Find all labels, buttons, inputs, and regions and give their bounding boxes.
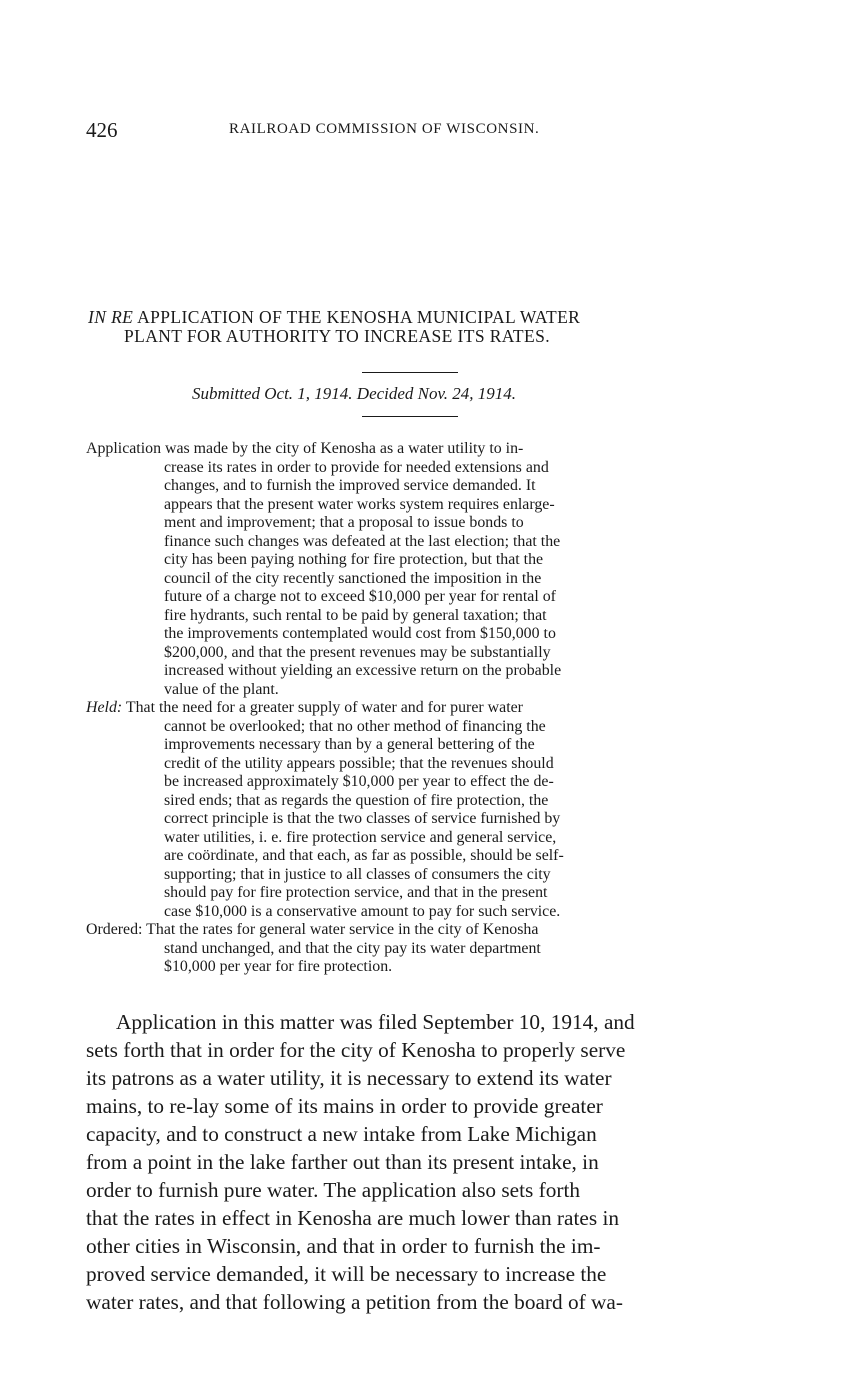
- headnote-application-line: value of the plant.: [164, 680, 279, 698]
- bottom-rule: [362, 416, 458, 417]
- headnote-application: [86, 440, 748, 699]
- page-number: 426: [86, 118, 118, 142]
- headnote-application-line: future of a charge not to exceed $10,000 per year for rental of: [164, 588, 556, 605]
- headnote-held-line: be increased approximately $10,000 per year to effect the de-: [164, 773, 554, 790]
- body-line: capacity, and to construct a new intake from Lake Michigan: [86, 1122, 597, 1146]
- headnote-ordered-line: [86, 921, 748, 940]
- body-line: its patrons as a water utility, it is necessary to extend its water: [86, 1066, 612, 1090]
- headnote-ordered-text: That the rates for general water service in the city of Kenosha: [142, 921, 539, 938]
- headnote-held-label: Held:: [86, 699, 123, 716]
- headnote-application-line: crease its rates in order to provide for needed extensions and: [164, 458, 549, 476]
- headnote-application-line: city has been paying nothing for fire protection, but that the: [164, 551, 544, 568]
- headnote-held-line: case $10,000 is a conservative amount to pay for such service.: [164, 902, 561, 920]
- case-title-line1: APPLICATION OF THE KENOSHA MUNICIPAL WATER: [133, 307, 581, 327]
- headnote-application-line: changes, and to furnish the improved service demanded. It: [164, 477, 536, 494]
- headnote-held-line: sired ends; that as regards the question of fire protection, the: [164, 791, 549, 809]
- running-head: RAILROAD COMMISSION OF WISCONSIN.: [229, 121, 540, 137]
- body-text: [86, 1008, 748, 1316]
- headnote-ordered-label: Ordered:: [86, 921, 143, 938]
- case-title-prefix: IN RE: [88, 307, 134, 327]
- body-line: mains, to re-lay some of its mains in order to provide greater: [86, 1094, 603, 1118]
- headnote-held-line: cannot be overlooked; that no other method of financing the: [164, 717, 546, 735]
- headnote-held-line: credit of the utility appears possible; that the revenues should: [164, 754, 554, 772]
- case-title-line2: PLANT FOR AUTHORITY TO INCREASE ITS RATES.: [124, 326, 550, 346]
- headnote-held: [86, 699, 748, 921]
- headnote-application-line: the improvements contemplated would cost from $150,000 to: [164, 625, 556, 642]
- headnote-application-line: finance such changes was defeated at the last election; that the: [164, 532, 561, 550]
- headnote: [86, 440, 748, 977]
- headnote-held-line: [86, 699, 748, 718]
- headnote-held-line: improvements necessary than by a general bettering of the: [164, 736, 535, 753]
- top-rule: [362, 372, 458, 373]
- headnote-application-line: Application was made by the city of Kenosha as a water utility to in-: [86, 440, 524, 457]
- headnote-application-line: appears that the present water works system requires enlarge-: [164, 495, 555, 513]
- body-line: water rates, and that following a petition from the board of wa-: [86, 1290, 623, 1314]
- body-line: that the rates in effect in Kenosha are much lower than rates in: [86, 1206, 620, 1230]
- body-line: from a point in the lake farther out than its present intake, in: [86, 1150, 599, 1174]
- headnote-application-line: fire hydrants, such rental to be paid by general taxation; that: [164, 606, 547, 624]
- headnote-held-line: correct principle is that the two classes of service furnished by: [164, 810, 561, 827]
- headnote-held-text: That the need for a greater supply of water and for purer water: [122, 699, 523, 716]
- body-line: order to furnish pure water. The application also sets forth: [86, 1178, 581, 1202]
- headnote-ordered-line: stand unchanged, and that the city pay its water department: [164, 939, 541, 957]
- headnote-held-line: supporting; that in justice to all classes of consumers the city: [164, 865, 551, 883]
- body-line: other cities in Wisconsin, and that in order to furnish the im-: [86, 1234, 601, 1258]
- headnote-application-line: council of the city recently sanctioned the imposition in the: [164, 569, 542, 587]
- body-line: sets forth that in order for the city of Kenosha to properly serve: [86, 1038, 626, 1062]
- headnote-held-line: should pay for fire protection service, and that in the present: [164, 884, 548, 901]
- body-line: proved service demanded, it will be necessary to increase the: [86, 1262, 607, 1286]
- headnote-application-line: increased without yielding an excessive return on the probable: [164, 662, 562, 679]
- headnote-application-line: $200,000, and that the present revenues may be substantially: [164, 643, 551, 661]
- headnote-held-line: are coördinate, and that each, as far as possible, should be self-: [164, 847, 564, 864]
- headnote-ordered: [86, 921, 748, 977]
- headnote-held-line: water utilities, i. e. fire protection service and general service,: [164, 828, 557, 846]
- headnote-application-line: ment and improvement; that a proposal to issue bonds to: [164, 514, 524, 531]
- body-line: Application in this matter was filed September 10, 1914, and: [116, 1010, 635, 1034]
- headnote-ordered-line: $10,000 per year for fire protection.: [164, 958, 393, 975]
- case-dates: Submitted Oct. 1, 1914. Decided Nov. 24, 1914.: [192, 384, 517, 403]
- case-title: [88, 308, 748, 346]
